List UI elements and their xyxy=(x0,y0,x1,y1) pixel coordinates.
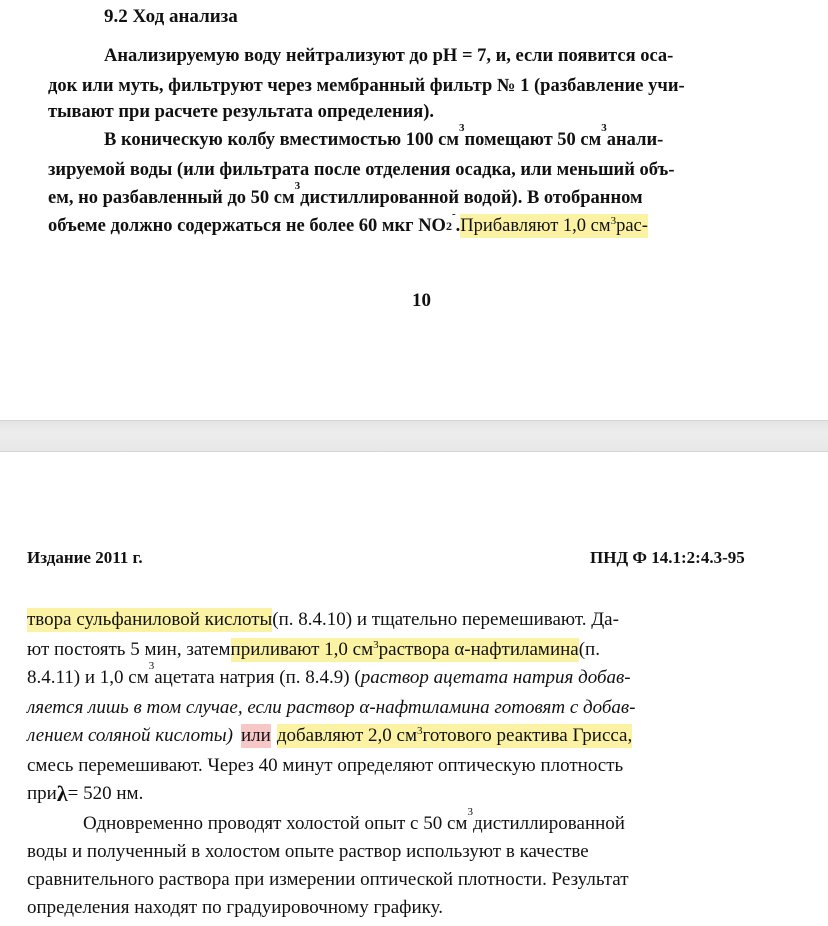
text-line: лением соляной кислоты) или добавляют 2,0 $см^3готового$ реактива Грисса, xyxy=(27,725,633,746)
text-line: объеме должно содержаться не более 60 мкг NO 2 - . Прибавляют 1,0 $см^3рас-$ xyxy=(48,208,648,236)
document-number: ПНД Ф 14.1:2:4.3-95 xyxy=(590,548,745,567)
text-line: тывают при расчете результата определения). xyxy=(48,102,435,122)
text-line: при λ = 520 нм. xyxy=(27,781,144,806)
text-line: сравнительного раствора при измерении оптической плотности. Результат xyxy=(27,869,629,890)
page-number: 10 xyxy=(412,290,431,311)
document-page-bottom xyxy=(0,452,828,926)
edition-label: Издание 2011 г. xyxy=(27,548,143,567)
text-line: ляется лишь в том случае, если раствор α-нафтиламина готовят с добав- xyxy=(27,697,636,718)
text-line: ют постоять 5 мин, затем приливают 1,0 $см^3раствора$ α-нафтиламина (п. xyxy=(27,639,600,660)
highlight-yellow: Прибавляют 1,0 $см^3рас-$ xyxy=(460,215,648,236)
highlight-yellow: добавляют 2,0 $см^3готового$ реактива Грисса, xyxy=(276,725,633,746)
text-line: Одновременно проводят холостой опыт с 50 см 3 дистиллированной xyxy=(83,806,625,834)
highlight-yellow: твора сульфаниловой кислоты xyxy=(27,609,273,630)
text-line: определения находят по градуировочному графику. xyxy=(27,897,443,918)
text-line: Анализируемую воду нейтрализуют до pH = 7, и, если появится оса- xyxy=(104,46,674,66)
highlight-red: или xyxy=(241,725,271,746)
text-line: 8.4.11) и 1,0 см 3 ацетата натрия (п. 8.4.9) ( раствор ацетата натрия добав- xyxy=(27,660,631,688)
text-line: смесь перемешивают. Через 40 минут определяют оптическую плотность xyxy=(27,755,624,776)
text-line: твора сульфаниловой кислоты (п. 8.4.10) и тщательно перемешивают. Да- xyxy=(27,609,619,630)
highlight-yellow: приливают 1,0 $см^3раствора$ α-нафтиламина xyxy=(230,639,579,660)
text-line: В коническую колбу вместимостью 100 см 3 помещают 50 см 3 анали- xyxy=(104,122,664,150)
page-separator xyxy=(0,420,828,452)
text-line: док или муть, фильтруют через мембранный фильтр № 1 (разбавление учи- xyxy=(48,76,685,96)
section-heading: 9.2 Ход анализа xyxy=(104,6,238,27)
text-line: воды и полученный в холостом опыте раствор используют в качестве xyxy=(27,841,589,862)
text-line: зируемой воды (или фильтрата после отделения осадка, или меньший объ- xyxy=(48,160,675,180)
document-page-top xyxy=(0,0,828,420)
text-line: ем, но разбавленный до 50 см 3 дистиллированной водой). В отобранном xyxy=(48,180,643,208)
